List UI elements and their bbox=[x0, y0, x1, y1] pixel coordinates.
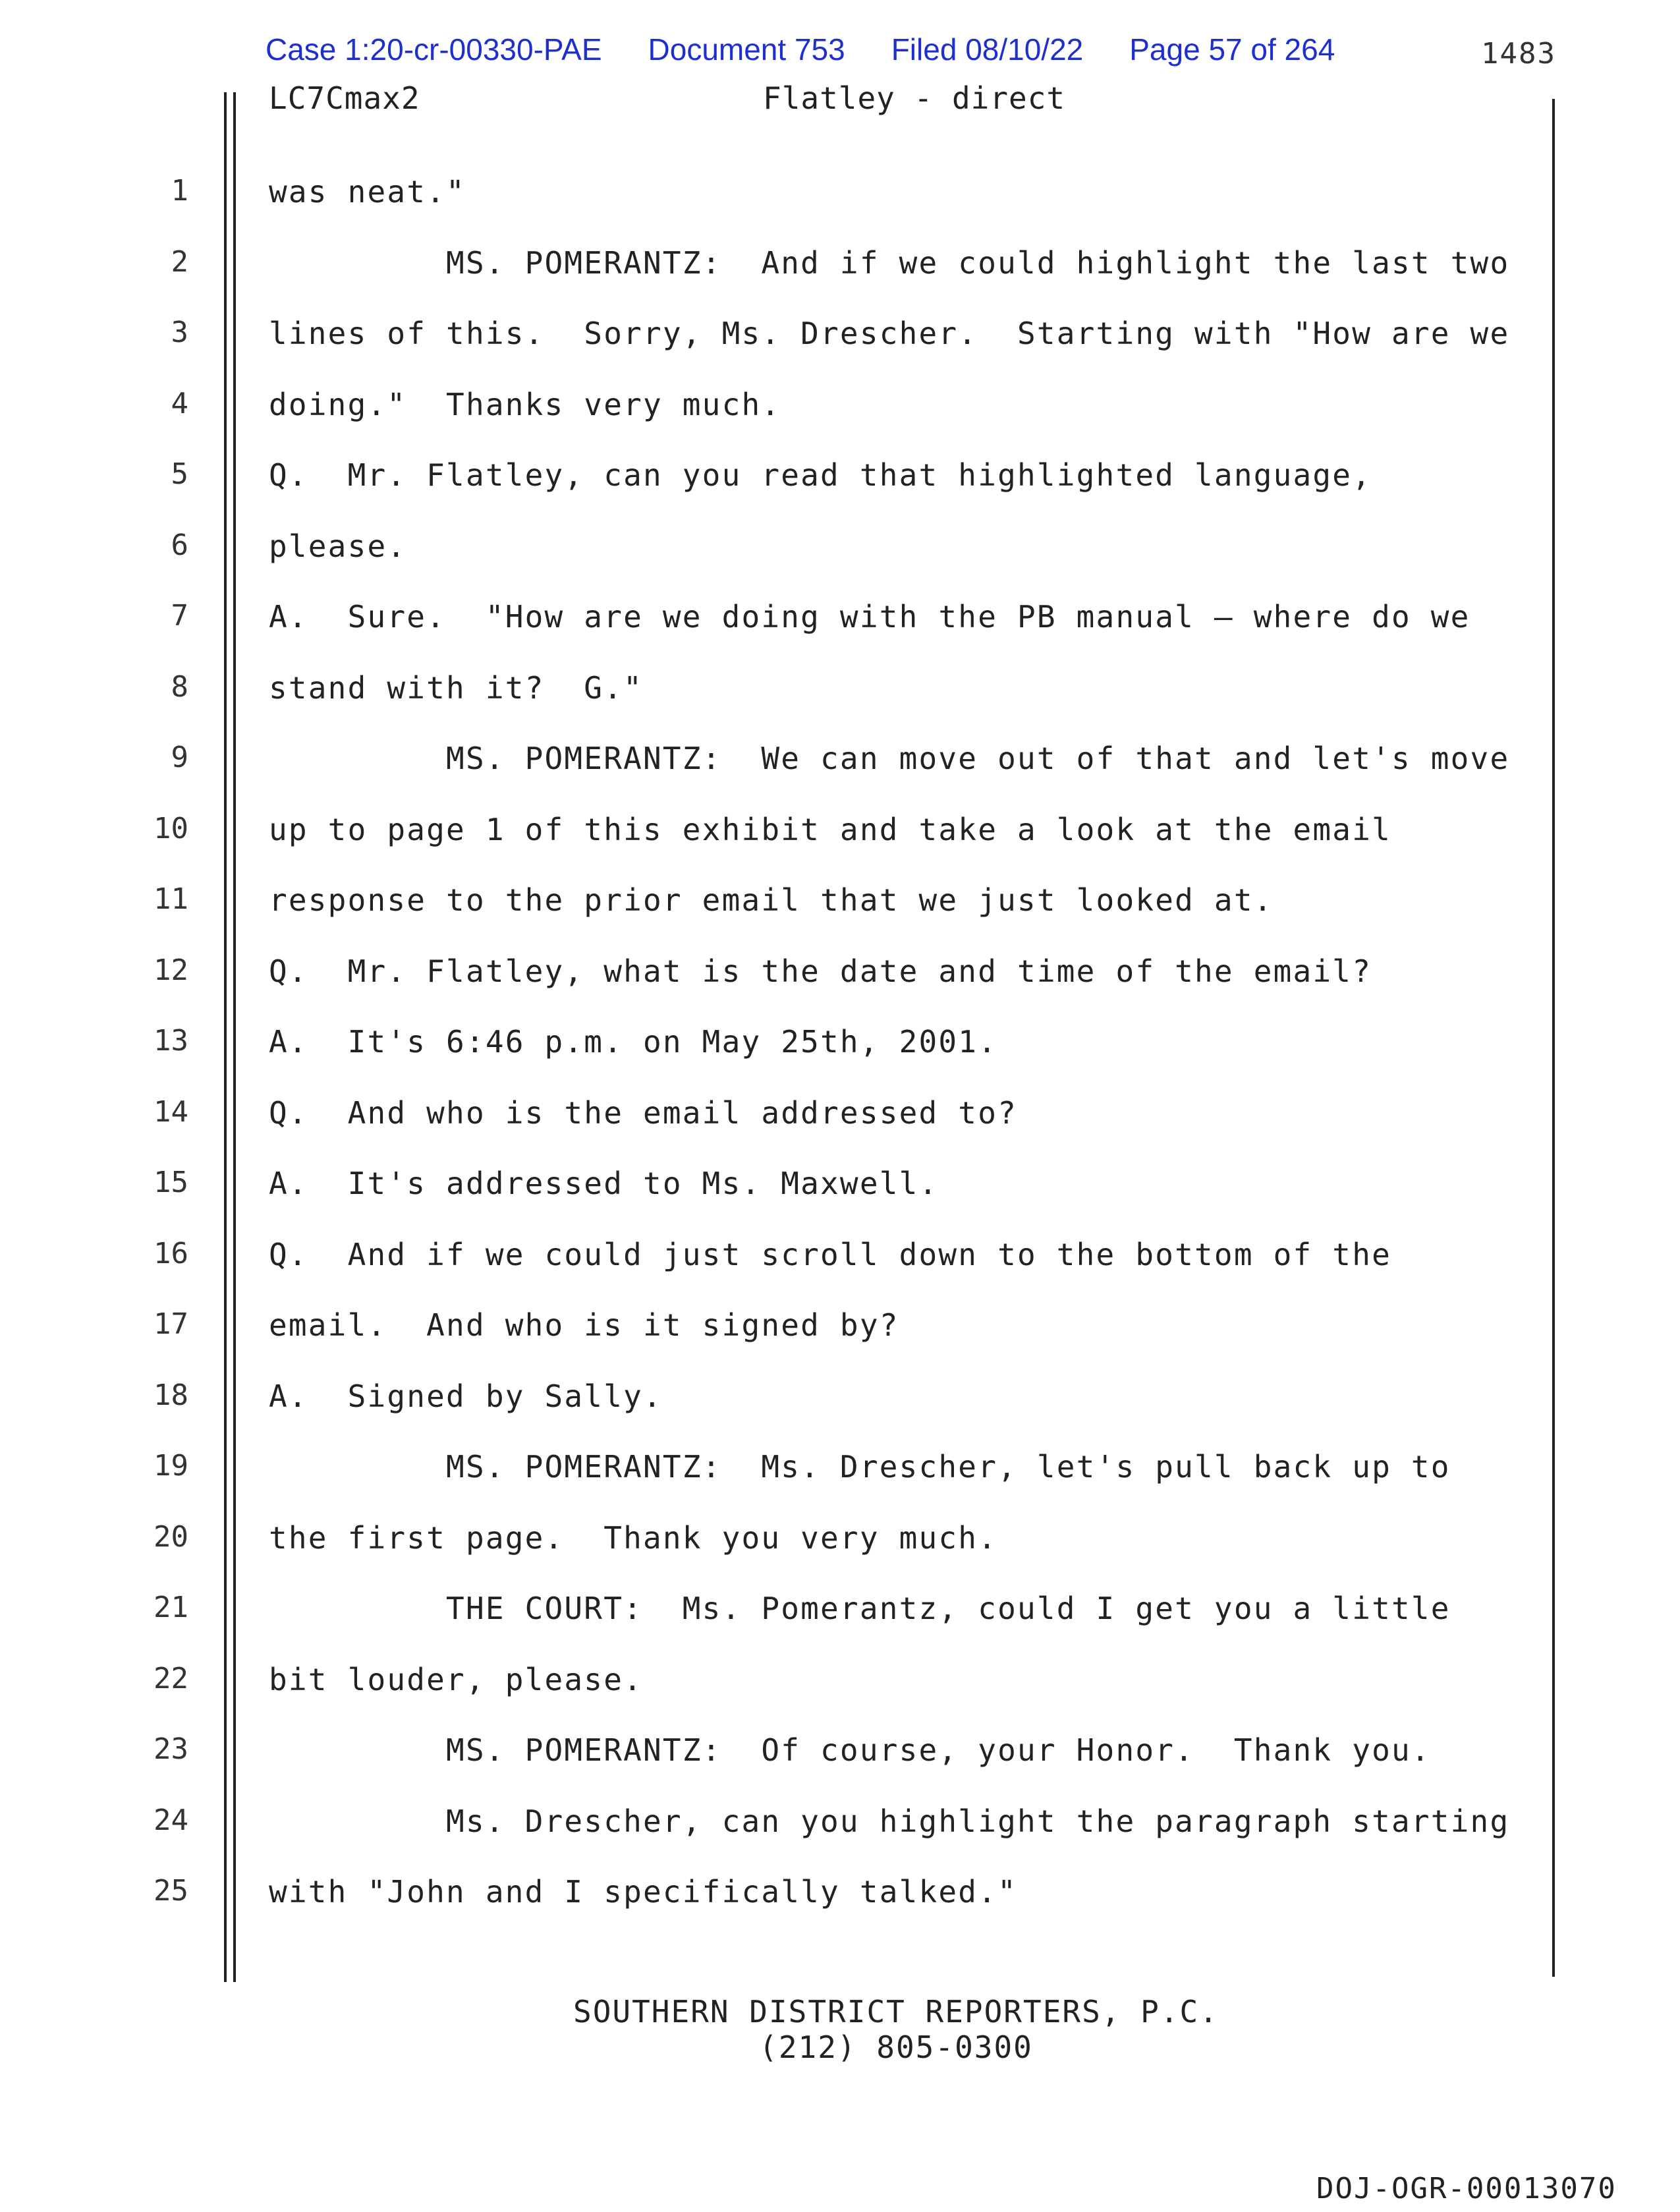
transcript-line bbox=[0, 245, 1680, 298]
line-number: 20 bbox=[154, 1519, 188, 1554]
line-text: Q. Mr. Flatley, what is the date and time of the email? bbox=[269, 953, 1372, 989]
transcript-line bbox=[0, 174, 1680, 227]
transcript-page-number: 1483 bbox=[1481, 37, 1556, 71]
line-text: A. It's 6:46 p.m. on May 25th, 2001. bbox=[269, 1024, 998, 1060]
transcript-line bbox=[0, 1803, 1680, 1856]
transcript-line bbox=[0, 882, 1680, 935]
line-number: 21 bbox=[154, 1591, 188, 1624]
line-text: please. bbox=[269, 528, 407, 564]
line-text: Q. And who is the email addressed to? bbox=[269, 1094, 1017, 1131]
line-number: 18 bbox=[154, 1378, 188, 1412]
line-number: 11 bbox=[154, 882, 188, 916]
line-text: A. Sure. "How are we doing with the PB manual — where do we bbox=[269, 599, 1470, 635]
line-number: 23 bbox=[154, 1732, 188, 1766]
transcript-line bbox=[0, 1378, 1680, 1431]
running-head-left: LC7Cmax2 bbox=[269, 80, 420, 116]
line-number: 17 bbox=[154, 1307, 188, 1341]
transcript-line bbox=[0, 1307, 1680, 1360]
transcript-line bbox=[0, 1024, 1680, 1077]
line-number: 4 bbox=[171, 386, 188, 420]
line-text: stand with it? G." bbox=[269, 669, 643, 706]
line-text: Ms. Drescher, can you highlight the paragraph starting bbox=[269, 1803, 1510, 1839]
transcript-line bbox=[0, 1520, 1680, 1573]
line-text: THE COURT: Ms. Pomerantz, could I get you a little bbox=[269, 1591, 1451, 1626]
line-number: 5 bbox=[171, 457, 188, 491]
line-number: 12 bbox=[154, 953, 188, 987]
bates-number: DOJ-OGR-00013070 bbox=[1316, 2172, 1617, 2205]
line-text: email. And who is it signed by? bbox=[269, 1307, 899, 1343]
line-number: 14 bbox=[154, 1094, 188, 1129]
line-number: 19 bbox=[154, 1449, 188, 1483]
transcript-line bbox=[0, 812, 1680, 865]
line-text: MS. POMERANTZ: We can move out of that and let's move bbox=[269, 741, 1510, 776]
line-text: A. It's addressed to Ms. Maxwell. bbox=[269, 1166, 939, 1201]
case-number: Case 1:20-cr-00330-PAE bbox=[266, 32, 602, 67]
filed-date: Filed 08/10/22 bbox=[891, 32, 1084, 67]
line-text: MS. POMERANTZ: Of course, your Honor. Thank you. bbox=[269, 1732, 1431, 1768]
transcript-line bbox=[0, 670, 1680, 723]
line-number: 2 bbox=[171, 244, 188, 279]
line-text: the first page. Thank you very much. bbox=[269, 1519, 998, 1556]
line-number: 1 bbox=[171, 174, 188, 208]
line-number: 25 bbox=[154, 1874, 188, 1908]
line-text: MS. POMERANTZ: And if we could highlight the last two bbox=[269, 244, 1510, 281]
transcript-line bbox=[0, 457, 1680, 510]
line-number: 13 bbox=[154, 1024, 188, 1058]
line-number: 15 bbox=[154, 1166, 188, 1199]
transcript-line bbox=[0, 316, 1680, 368]
line-text: A. Signed by Sally. bbox=[269, 1378, 663, 1414]
transcript-line bbox=[0, 1095, 1680, 1148]
transcript-line bbox=[0, 953, 1680, 1006]
line-number: 3 bbox=[171, 316, 188, 349]
transcript-line bbox=[0, 1732, 1680, 1785]
running-head-center: Flatley - direct bbox=[763, 80, 1066, 116]
transcript-line bbox=[0, 741, 1680, 793]
line-number: 16 bbox=[154, 1236, 188, 1270]
transcript-line bbox=[0, 1237, 1680, 1290]
reporter-footer bbox=[0, 1994, 1680, 2065]
line-number: 8 bbox=[171, 669, 188, 704]
line-text: was neat." bbox=[269, 174, 466, 210]
line-text: Q. Mr. Flatley, can you read that highlighted language, bbox=[269, 457, 1372, 493]
line-text: lines of this. Sorry, Ms. Drescher. Starting with "How are we bbox=[269, 316, 1510, 351]
line-number: 22 bbox=[154, 1661, 188, 1695]
line-text: with "John and I specifically talked." bbox=[269, 1874, 1017, 1910]
line-number: 6 bbox=[171, 528, 188, 562]
line-number: 9 bbox=[171, 741, 188, 774]
transcript-line bbox=[0, 599, 1680, 652]
transcript-line bbox=[0, 1662, 1680, 1715]
line-text: doing." Thanks very much. bbox=[269, 386, 781, 422]
line-text: bit louder, please. bbox=[269, 1661, 643, 1697]
page-of-total: Page 57 of 264 bbox=[1129, 32, 1335, 67]
ecf-header bbox=[266, 32, 1335, 71]
transcript-line bbox=[0, 1874, 1680, 1927]
line-text: Q. And if we could just scroll down to the bottom of the bbox=[269, 1236, 1391, 1272]
transcript-line bbox=[0, 1591, 1680, 1643]
transcript-line bbox=[0, 528, 1680, 581]
line-number: 7 bbox=[171, 599, 188, 633]
line-text: up to page 1 of this exhibit and take a look at the email bbox=[269, 811, 1391, 847]
line-number: 24 bbox=[154, 1803, 188, 1837]
transcript-line bbox=[0, 1449, 1680, 1502]
reporter-name: SOUTHERN DISTRICT REPORTERS, P.C. bbox=[573, 1994, 1219, 2029]
reporter-phone: (212) 805-0300 bbox=[759, 2029, 1033, 2065]
line-text: response to the prior email that we just looked at. bbox=[269, 882, 1274, 918]
document-number: Document 753 bbox=[648, 32, 845, 67]
transcript-line bbox=[0, 1166, 1680, 1218]
transcript-line bbox=[0, 387, 1680, 440]
line-text: MS. POMERANTZ: Ms. Drescher, let's pull back up to bbox=[269, 1449, 1451, 1485]
line-number: 10 bbox=[154, 811, 188, 845]
